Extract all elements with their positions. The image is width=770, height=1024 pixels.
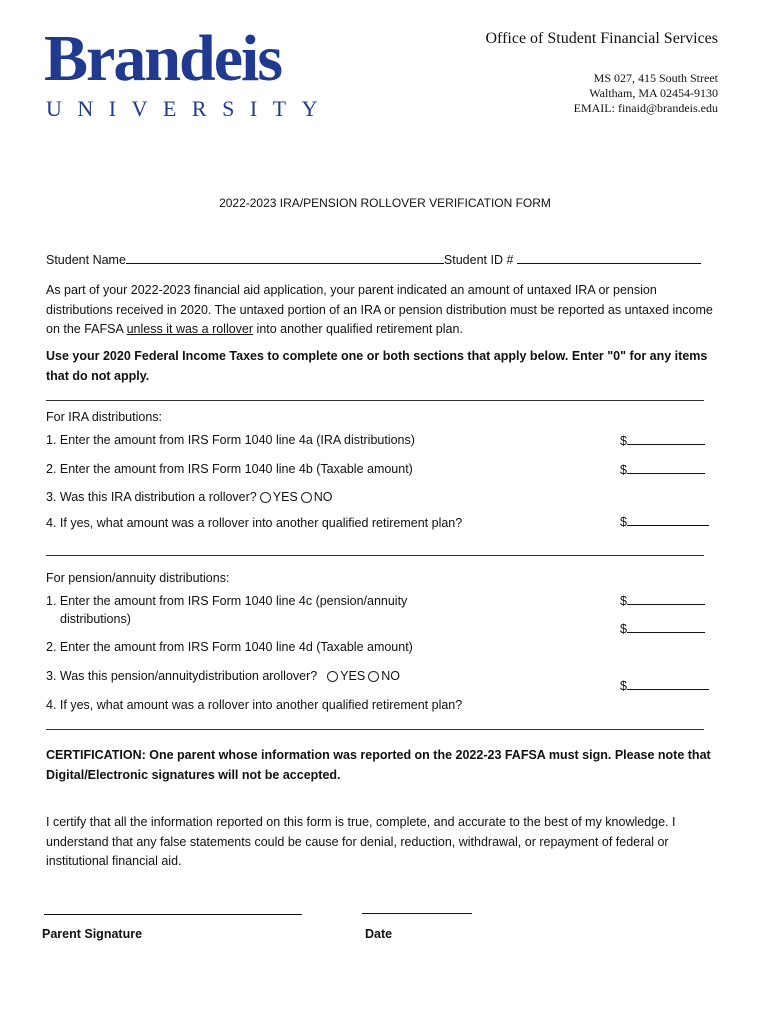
pension-item-3: 3. Was this pension/annuitydistribution arollover? YES NO — [46, 669, 400, 683]
ira-rollover-yes-radio[interactable] — [260, 492, 271, 503]
pension-amount-4-field[interactable] — [627, 678, 709, 690]
office-name: Office of Student Financial Services — [485, 30, 718, 47]
ira-amount-2-field[interactable] — [627, 462, 705, 474]
unless-rollover-emphasis: unless it was a rollover — [126, 322, 254, 336]
ira-amount-1-field[interactable] — [627, 433, 705, 445]
pension-rollover-yes-radio[interactable] — [327, 671, 338, 682]
intro-paragraph: As part of your 2022-2023 financial aid application, your parent indicated an amount of untaxed IRA or pension distributions received in 2020. The untaxed portion of an IRA or pension distribution must be reported as untaxed income on the FAFSA unless it was a rollover into another qualified retirement plan. — [46, 283, 713, 336]
student-name-label: Student Name — [46, 253, 126, 267]
pension-no-label: NO — [381, 669, 400, 683]
ira-yes-label: YES — [272, 490, 298, 504]
ira-amount-4: $ — [620, 514, 709, 529]
date-label: Date — [365, 927, 393, 941]
ira-item-4: 4. If yes, what amount was a rollover into another qualified retirement plan? — [46, 516, 463, 530]
certification-heading: CERTIFICATION: One parent whose information was reported on the 2022-23 FAFSA must sign. Please note that Digital/Electronic signatures will not be accepted. — [46, 748, 711, 782]
address-email: EMAIL: finaid@brandeis.edu — [573, 101, 718, 115]
brandeis-logo-university: UNIVERSITY — [46, 96, 333, 121]
parent-signature-label: Parent Signature — [42, 927, 143, 941]
pension-item-4: 4. If yes, what amount was a rollover into another qualified retirement plan? — [46, 698, 463, 712]
divider — [46, 555, 704, 556]
student-id-label: Student ID # — [443, 253, 514, 267]
pension-item-1: 1. Enter the amount from IRS Form 1040 line 4c (pension/annuity — [46, 594, 408, 608]
pension-amount-2: $ — [620, 621, 705, 636]
office-address — [574, 71, 718, 116]
certification-statement: I certify that all the information reported on this form is true, complete, and accurate to the best of my knowledge. I understand that any false statements could be cause for denial, reduction, withdrawal, or repayment of federal or institutional financial aid. — [46, 815, 676, 868]
ira-amount-4-field[interactable] — [627, 514, 709, 526]
pension-amount-4: $ — [620, 678, 709, 693]
address-line: MS 027, 415 South Street — [593, 71, 718, 85]
date-line[interactable] — [362, 913, 472, 914]
pension-amount-1: $ — [620, 593, 705, 608]
pension-rollover-no-radio[interactable] — [368, 671, 379, 682]
divider — [46, 729, 704, 730]
address-line: Waltham, MA 02454-9130 — [589, 86, 718, 100]
pension-amount-1-field[interactable] — [627, 593, 705, 605]
pension-heading: For pension/annuity distributions: — [46, 571, 230, 585]
pension-item-1-continued: distributions) — [60, 612, 131, 626]
parent-signature-line[interactable] — [44, 914, 302, 915]
student-name-row — [46, 252, 701, 267]
divider — [46, 400, 704, 401]
pension-amount-2-field[interactable] — [627, 621, 705, 633]
ira-item-1: 1. Enter the amount from IRS Form 1040 line 4a (IRA distributions) — [46, 433, 415, 447]
student-name-field[interactable] — [126, 252, 444, 264]
form-title: 2022-2023 IRA/PENSION ROLLOVER VERIFICATION FORM — [219, 196, 551, 210]
pension-item-2: 2. Enter the amount from IRS Form 1040 line 4d (Taxable amount) — [46, 640, 413, 654]
brandeis-logo-wordmark: Brandeis — [44, 22, 282, 95]
ira-amount-2: $ — [620, 462, 705, 477]
ira-amount-1: $ — [620, 433, 705, 448]
student-id-field[interactable] — [517, 252, 701, 264]
ira-item-3: 3. Was this IRA distribution a rollover? YES NO — [46, 490, 333, 504]
instruction-text: Use your 2020 Federal Income Taxes to complete one or both sections that apply below. Enter "0" for any items that do not apply. — [46, 349, 708, 383]
ira-no-label: NO — [313, 490, 333, 504]
ira-item-2: 2. Enter the amount from IRS Form 1040 line 4b (Taxable amount) — [46, 462, 413, 476]
pension-yes-label: YES — [340, 669, 366, 683]
ira-heading: For IRA distributions: — [46, 410, 163, 424]
ira-rollover-no-radio[interactable] — [301, 492, 312, 503]
